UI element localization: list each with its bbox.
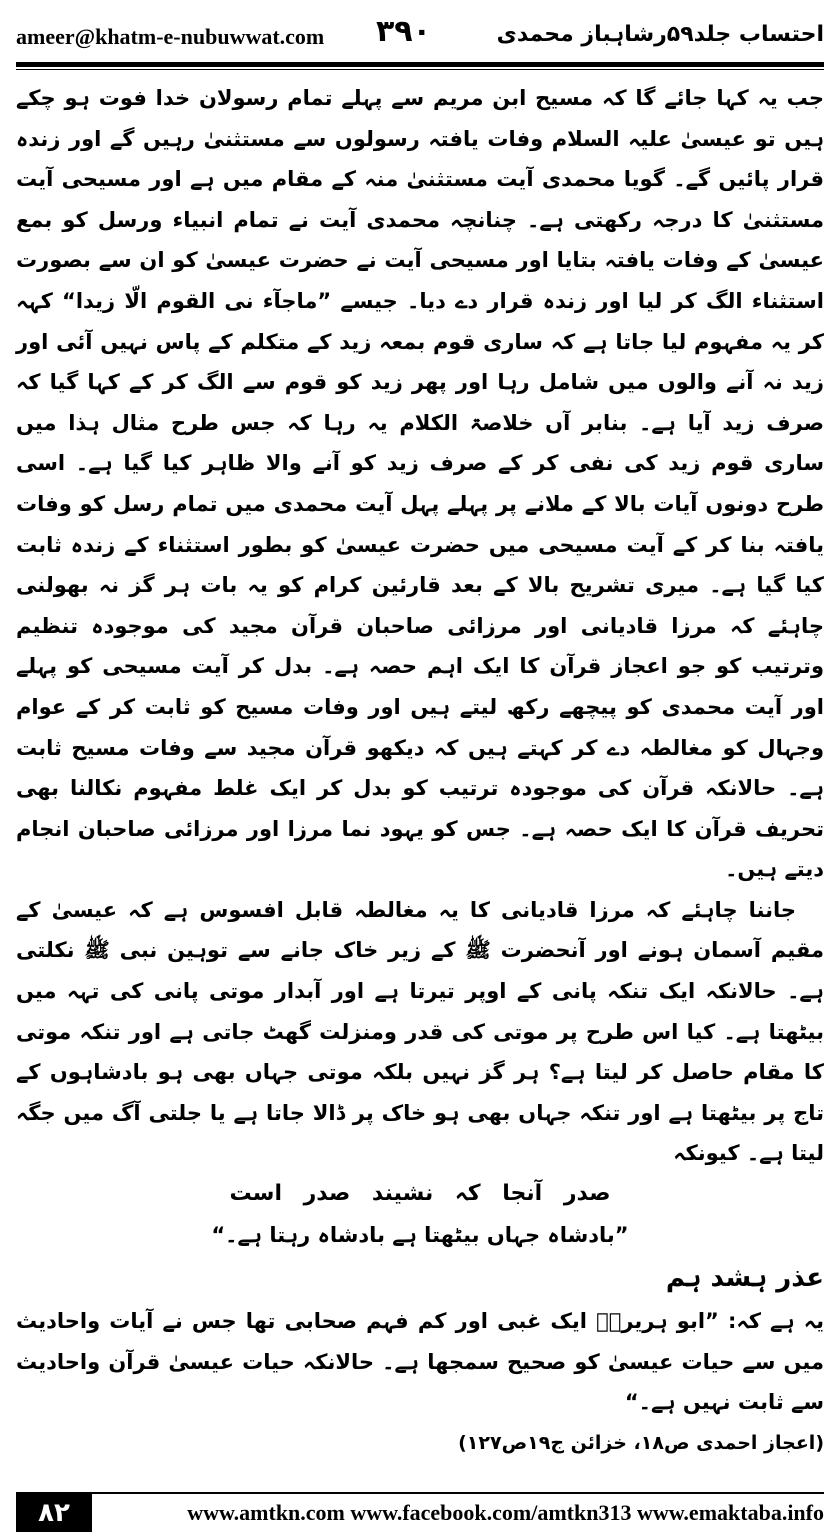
verse-translation-quote: ”بادشاہ جہاں بیٹھتا ہے بادشاہ رہتا ہے۔“ bbox=[211, 1222, 629, 1247]
footer-rule bbox=[16, 1492, 824, 1494]
header-thick-rule bbox=[16, 62, 824, 67]
source-reference: (اعجاز احمدی ص۱۸، خزائن ج۱۹ص۱۲۷) bbox=[458, 1432, 824, 1454]
body-paragraph-2: جاننا چاہئے کہ مرزا قادیانی کا یہ مغالطہ قابل افسوس ہے کہ عیسیٰ کے مقیم آسمان ہونے اور آنحضرت ﷺ کے زیر خاک جانے سے توہین نبی ﷺ نکلتی ہے۔ حالانکہ ایک تنکہ پانی کے اوپر تیرتا ہے اور آبدار موتی پانی کی تہہ میں بیٹھتا ہے۔ کیا اس طرح پر موتی کی قدر ومنزلت گھٹ جاتی ہے اور تنکہ موتی کا مقام حاصل کر لیتا ہے؟ ہر گز نہیں بلکہ موتی جہاں بھی ہو بادشاہوں کے تاج پر بیٹھتا ہے اور تنکہ جہاں بھی ہو خاک پر ڈالا جاتا ہے یا جلتی آگ میں جگہ لیتا ہے۔ کیونکہ bbox=[16, 897, 824, 1166]
header-email: ameer@khatm-e-nubuwwat.com bbox=[16, 24, 325, 49]
page-header bbox=[16, 14, 824, 58]
persian-verse: صدر آنجا کہ نشیند صدر است bbox=[229, 1181, 611, 1207]
header-thin-rule bbox=[16, 69, 824, 70]
header-book-title: احتساب جلد۵۹رشاہباز محمدی bbox=[496, 22, 824, 47]
page-body bbox=[16, 78, 824, 1464]
footer-page-badge: ۸۲ bbox=[16, 1494, 92, 1532]
body-paragraph-3: یہ ہے کہ: ”ابو ہریرہؓ ایک غبی اور کم فہم صحابی تھا جس نے آیات واحادیث میں سے حیات عیسیٰ کو صحیح سمجھا ہے۔ حالانکہ حیات عیسیٰ قرآن واحادیث سے ثابت نہیں ہے۔“ bbox=[16, 1309, 824, 1415]
body-paragraph-1: جب یہ کہا جائے گا کہ مسیح ابن مریم سے پہلے تمام رسولان خدا فوت ہو چکے ہیں تو عیسیٰ علیہ السلام وفات یافتہ رسولوں سے مستثنیٰ رہیں گے اور زندہ قرار پائیں گے۔ گویا محمدی آیت مستثنیٰ منہ کے مقام میں ہے اور مسیحی آیت مستثنیٰ کا درجہ رکھتی ہے۔ چنانچہ محمدی آیت نے تمام انبیاء ورسل کو بمع عیسیٰ کے وفات یافتہ بتایا اور مسیحی آیت نے حضرت عیسیٰ کو ان سے بصورت استثناء الگ کر لیا اور زندہ قرار دے دیا۔ جیسے ”ماجآء نی القوم الّا زیدا“ کہہ کر یہ مفہوم لیا جاتا ہے کہ ساری قوم بمعہ زید کے متکلم کے پاس نہیں آئی اور زید نہ آنے والوں میں شامل رہا اور پھر زید کو قوم سے الگ کر کے کہا گیا کہ صرف زید آیا ہے۔ بنابر آں خلاصۃ الکلام یہ رہا کہ جس طرح مثال ہذا میں ساری قوم زید کی نفی کر کے صرف زید کو آنے والا ظاہر کیا گیا ہے۔ اسی طرح دونوں آیات بالا کے ملانے پر پہلے پہل آیت محمدی میں تمام رسل کو وفات یافتہ بنا کر کے آیت مسیحی میں حضرت عیسیٰ کو بطور استثناء کے زندہ ثابت کیا گیا ہے۔ میری تشریح بالا کے بعد قارئین کرام کو یہ بات ہر گز نہ بھولنی چاہئے کہ مرزا قادیانی اور مرزائی صاحبان قرآن مجید کی موجودہ تنظیم وترتیب کو جو اعجاز قرآن کا ایک اہم حصہ ہے۔ بدل کر آیت مسیحی کو پہلے اور آیت محمدی کو پیچھے رکھ لیتے ہیں اور وفات مسیح کو ثابت کر کے عوام وجہال کو مغالطہ دے کر کہتے ہیں کہ دیکھو قرآن مجید سے وفات مسیح ثابت ہے۔ حالانکہ قرآن کی موجودہ ترتیب کو بدل کر ایک غلط مفہوم نکالنا بھی تحریف قرآن کا ایک حصہ ہے۔ جس کو یہود نما مرزا اور مرزائی صاحبان انجام دیتے ہیں۔ bbox=[16, 86, 824, 882]
section-heading: عذر ہشد ہم bbox=[665, 1263, 824, 1294]
header-page-number: ۳۹۰ bbox=[376, 14, 431, 49]
footer-links: www.amtkn.com www.facebook.com/amtkn313 www.emaktaba.info bbox=[187, 1500, 824, 1525]
